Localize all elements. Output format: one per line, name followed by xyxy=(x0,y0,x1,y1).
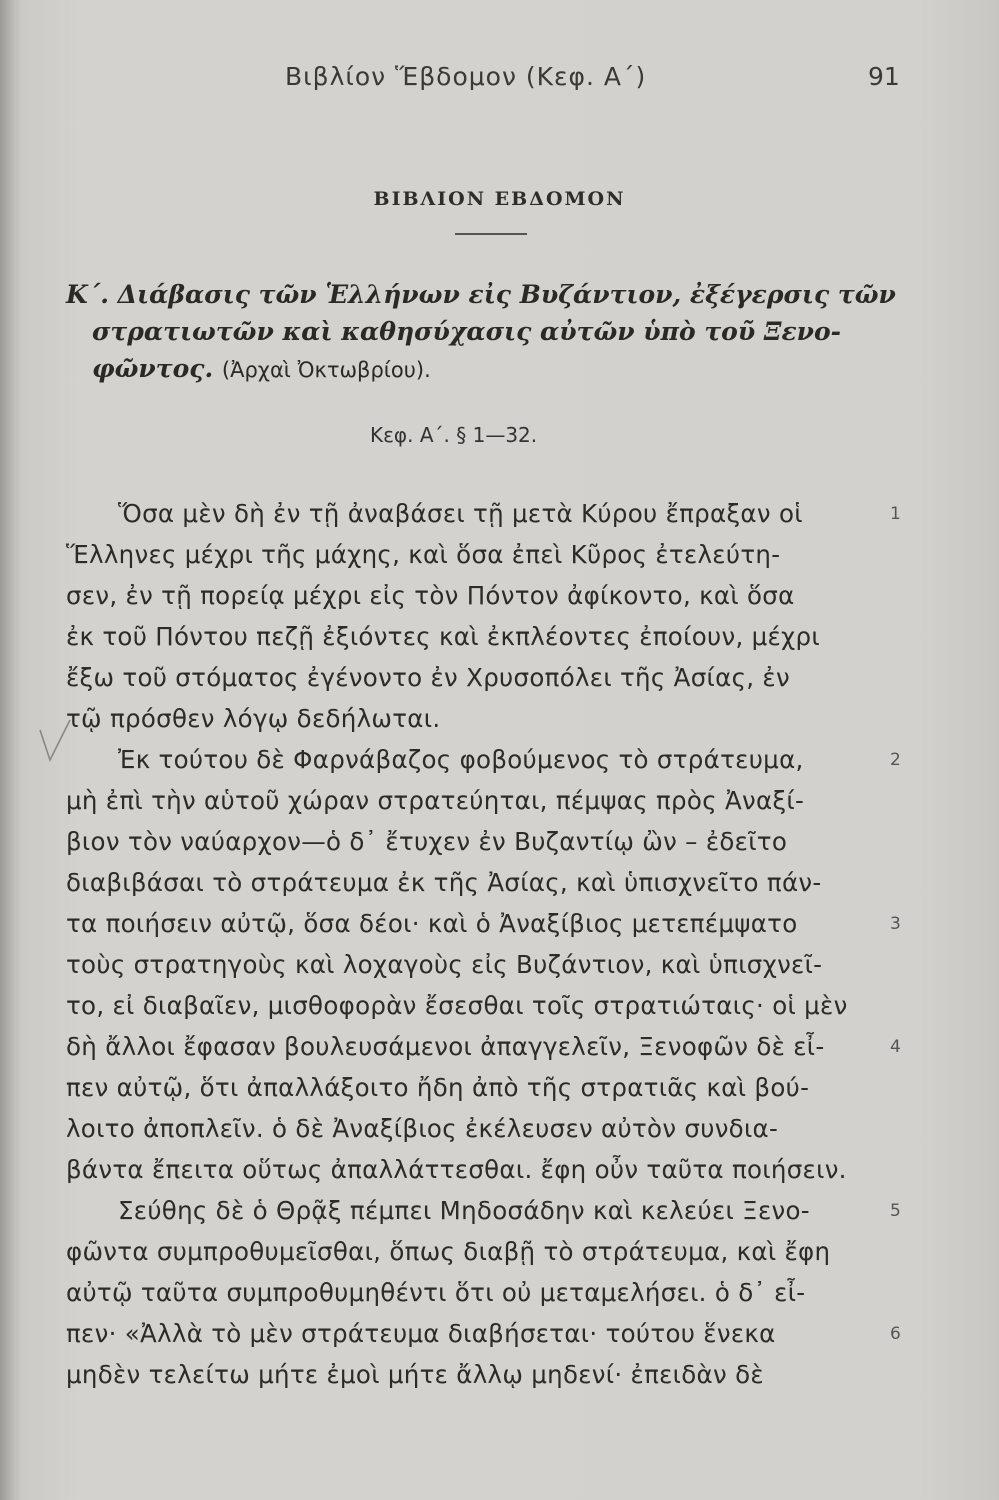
paragraph-number: 6 xyxy=(890,1324,901,1344)
text-line: μηδὲν τελείτω μήτε ἐμοὶ μήτε ἄλλῳ μηδενί· ἐπειδὰν δὲ xyxy=(66,1360,764,1389)
paragraph-number: 1 xyxy=(890,504,901,524)
heading-date-note: (Ἀρχαὶ Ὀκτωβρίου). xyxy=(221,358,431,382)
section-heading-line-end: φῶντος. xyxy=(92,354,214,383)
paragraph-number: 4 xyxy=(890,1037,901,1057)
text-line: αὐτῷ ταῦτα συμπροθυμηθέντι ὅτι οὐ μεταμελήσει. ὁ δ᾽ εἶ- xyxy=(66,1278,806,1307)
page-number: 91 xyxy=(868,62,900,91)
text-line: τῷ πρόσθεν λόγῳ δεδήλωται. xyxy=(66,704,441,733)
running-title: Βιβλίον Ἕβδομον (Κεφ. Α΄) xyxy=(285,62,647,91)
text-line: τοὺς στρατηγοὺς καὶ λοχαγοὺς εἰς Βυζάντιον, καὶ ὑπισχνεῖ- xyxy=(66,950,823,979)
text-line: σεν, ἐν τῇ πορείᾳ μέχρι εἰς τὸν Πόντον ἀφίκοντο, καὶ ὅσα xyxy=(66,581,795,610)
text-line: βιον τὸν ναύαρχον—ὁ δ᾽ ἔτυχεν ἐν Βυζαντίῳ ὢν – ἐδεῖτο xyxy=(66,827,788,856)
text-line: βάντα ἔπειτα οὕτως ἀπαλλάττεσθαι. ἔφη οὖν ταῦτα ποιήσειν. xyxy=(66,1155,847,1184)
section-heading xyxy=(66,276,906,389)
chapter-label: Κεφ. Α΄. § 1—32. xyxy=(370,423,538,447)
text-line: πεν αὐτῷ, ὅτι ἀπαλλάξοιτο ἤδη ἀπὸ τῆς στρατιᾶς καὶ βού- xyxy=(66,1073,810,1102)
paragraph-number: 2 xyxy=(890,750,901,770)
text-line: μὴ ἐπὶ τὴν αὑτοῦ χώραν στρατεύηται, πέμψας πρὸς Ἀναξί- xyxy=(66,786,805,815)
text-line: Σεύθης δὲ ὁ Θρᾷξ πέμπει Μηδοσάδην καὶ κελεύει Ξενο- xyxy=(118,1196,810,1225)
text-line: Ἐκ τούτου δὲ Φαρνάβαζος φοβούμενος τὸ στράτευμα, xyxy=(118,745,804,774)
text-line: φῶντα συμπροθυμεῖσθαι, ὅπως διαβῇ τὸ στράτευμα, καὶ ἔφη xyxy=(66,1237,831,1266)
pencil-checkmark-icon xyxy=(36,716,86,776)
section-heading-line: στρατιωτῶν καὶ καθησύχασις αὐτῶν ὑπὸ τοῦ Ξενο- xyxy=(92,317,842,346)
text-line: Ἕλληνες μέχρι τῆς μάχης, καὶ ὅσα ἐπεὶ Κῦρος ἐτελεύτη- xyxy=(66,540,781,569)
title-rule xyxy=(455,233,527,235)
text-line: τα ποιήσειν αὐτῷ, ὅσα δέοι· καὶ ὁ Ἀναξίβιος μετεπέμψατο xyxy=(66,909,798,938)
page-gutter-shadow xyxy=(0,0,22,1500)
text-line: λοιτο ἀποπλεῖν. ὁ δὲ Ἀναξίβιος ἐκέλευσεν αὐτὸν συνδια- xyxy=(66,1114,779,1143)
text-line: ἔξω τοῦ στόματος ἐγένοντο ἐν Χρυσοπόλει τῆς Ἀσίας, ἐν xyxy=(66,663,790,692)
section-heading-line xyxy=(66,350,906,389)
running-header xyxy=(0,62,999,102)
paragraph-number: 3 xyxy=(890,914,901,934)
text-line: ἐκ τοῦ Πόντου πεζῇ ἐξιόντες καὶ ἐκπλέοντες ἐποίουν, μέχρι xyxy=(66,622,820,651)
text-line: δὴ ἄλλοι ἔφασαν βουλευσάμενοι ἀπαγγελεῖν, Ξενοφῶν δὲ εἶ- xyxy=(66,1032,825,1061)
book-title: ΒΙΒΛΙΟΝ ΕΒΔΟΜΟΝ xyxy=(373,188,626,210)
text-line: Ὅσα μὲν δὴ ἐν τῇ ἀναβάσει τῇ μετὰ Κύρου ἔπραξαν οἱ xyxy=(118,499,803,528)
paragraph-number: 5 xyxy=(890,1201,901,1221)
text-line: διαβιβάσαι τὸ στράτευμα ἐκ τῆς Ἀσίας, καὶ ὑπισχνεῖτο πάν- xyxy=(66,868,822,897)
text-line: το, εἰ διαβαῖεν, μισθοφορὰν ἔσεσθαι τοῖς στρατιώταις· οἱ μὲν xyxy=(66,991,848,1020)
section-heading-line: Κ΄. Διάβασις τῶν Ἑλλήνων εἰς Βυζάντιον, ἐξέγερσις τῶν xyxy=(66,280,896,309)
text-line: πεν· «Ἀλλὰ τὸ μὲν στράτευμα διαβήσεται· τούτου ἕνεκα xyxy=(66,1319,776,1348)
